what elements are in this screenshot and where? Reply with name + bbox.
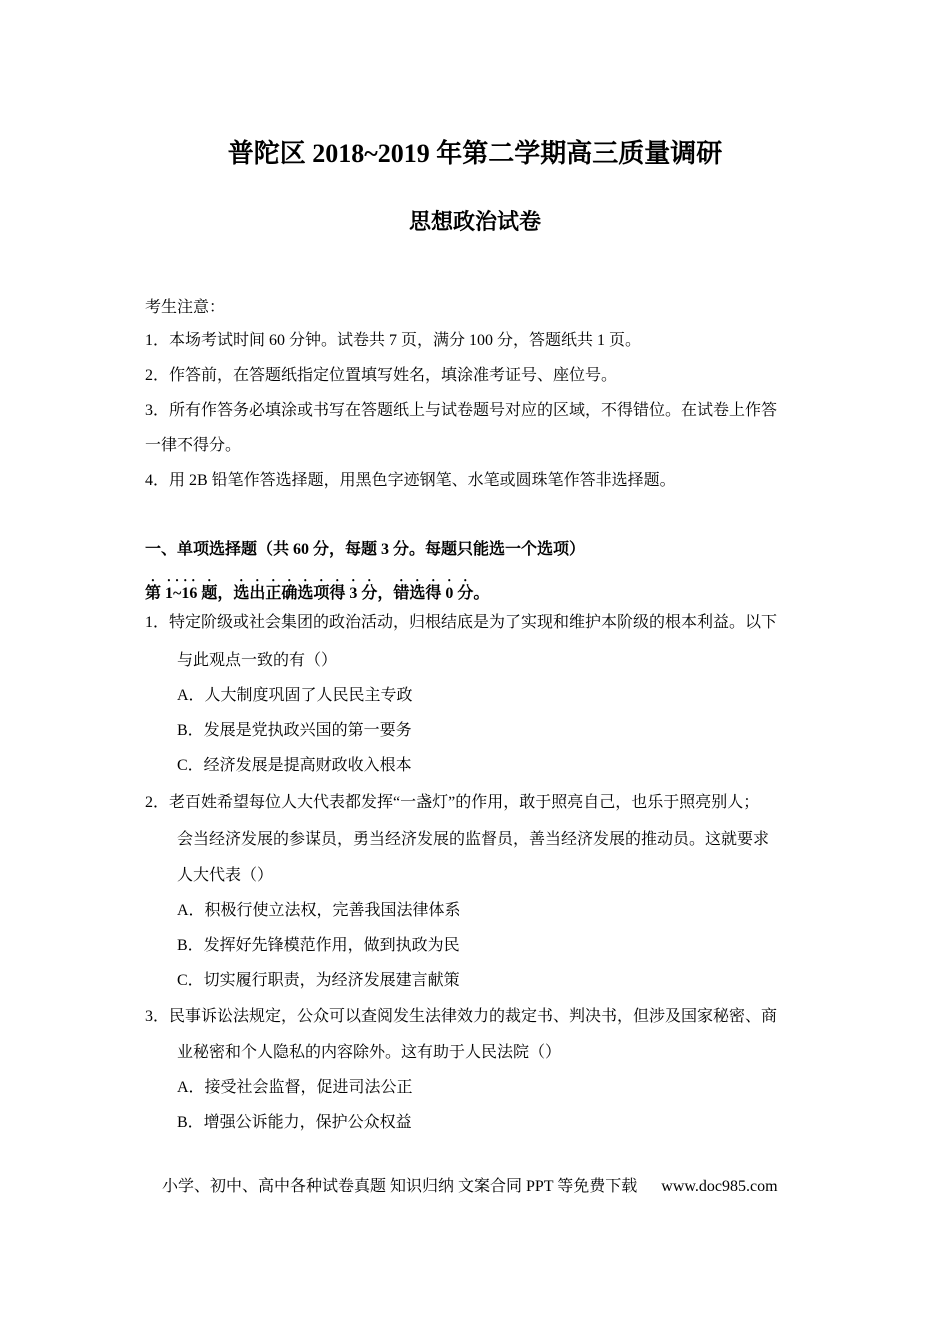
question-2-option-a: A．积极行使立法权，完善我国法律体系 [177, 902, 461, 919]
question-1-option-c: C．经济发展是提高财政收入根本 [177, 757, 412, 774]
question-2-stem: 2．老百姓希望每位人大代表都发挥“一盏灯”的作用，敢于照亮自己，也乐于照亮别人； [145, 794, 760, 811]
question-3-option-b: B．增强公诉能力，保护公众权益 [177, 1114, 412, 1131]
notice-item: 2．作答前，在答题纸指定位置填写姓名，填涂准考证号、座位号。 [145, 367, 618, 384]
question-2-stem: 人大代表（） [177, 867, 274, 884]
notice-item: 1．本场考试时间 60 分钟。试卷共 7 页，满分 100 分，答题纸共 1 页。 [145, 332, 642, 349]
question-3-stem: 3．民事诉讼法规定，公众可以查阅发生法律效力的裁定书、判决书，但涉及国家秘密、商 [145, 1008, 778, 1025]
notice-heading: 考生注意： [145, 299, 226, 316]
question-1-stem: 与此观点一致的有（） [177, 652, 338, 669]
notice-item: 4．用 2B 铅笔作答选择题，用黑色字迹钢笔、水笔或圆珠笔作答非选择题。 [145, 472, 676, 489]
question-1-stem: 1．特定阶级或社会集团的政治活动，归根结底是为了实现和维护本阶级的根本利益。以下 [145, 614, 778, 631]
notice-item: 3．所有作答务必填涂或书写在答题纸上与试卷题号对应的区域，不得错位。在试卷上作答 [145, 402, 778, 419]
question-2-option-c: C．切实履行职责，为经济发展建言献策 [177, 972, 460, 989]
footer-text: 小学、初中、高中各种试卷真题 知识归纳 文案合同 PPT 等免费下载 [162, 1178, 638, 1195]
document-title: 普陀区 2018~2019 年第二学期高三质量调研 [227, 139, 723, 168]
notice-item: 一律不得分。 [145, 437, 242, 454]
document-subtitle: 思想政治试卷 [408, 209, 541, 234]
question-1-option-b: B．发展是党执政兴国的第一要务 [177, 722, 412, 739]
page-footer [162, 1177, 778, 1197]
question-2-option-b: B．发挥好先锋模范作用，做到执政为民 [177, 937, 460, 954]
question-2-stem: 会当经济发展的参谋员，勇当经济发展的监督员，善当经济发展的推动员。这就要求 [177, 831, 770, 848]
footer-url[interactable]: www.doc985.com [661, 1178, 778, 1195]
section-instruction: 第 1~16 题，选出正确选项得 3 分，错选得 0 分。 [145, 585, 490, 602]
question-3-option-a: A．接受社会监督，促进司法公正 [177, 1079, 413, 1096]
question-1-option-a: A．人大制度巩固了人民民主专政 [177, 687, 413, 704]
section-heading: 一、单项选择题（共 60 分，每题 3 分。每题只能选一个选项） [145, 541, 586, 558]
question-3-stem: 业秘密和个人隐私的内容除外。这有助于人民法院（） [177, 1044, 562, 1061]
